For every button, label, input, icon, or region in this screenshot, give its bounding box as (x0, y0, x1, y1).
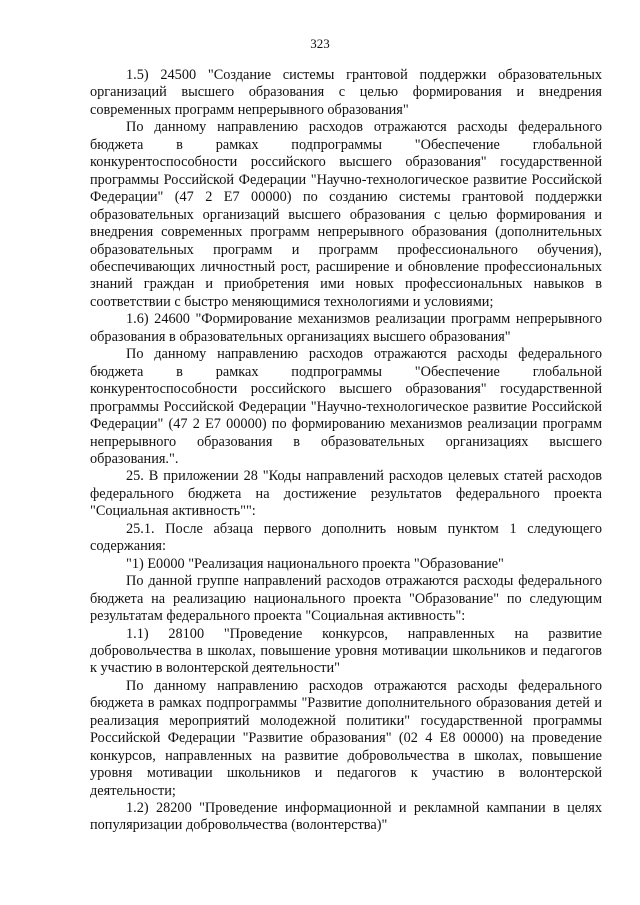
item-1-5-description: По данному направлению расходов отражаются расходы федерального бюджета в рамках подпрограммы "Обеспечение глобальной конкурентоспособности российского высшего образования" государственной программы Российской Федерации "Научно-технологическое развитие Российской Федерации" (47 2 E7 00000) по созданию системы грантовой поддержки образовательных организаций высшего образования с целью формирования и внедрения современных программ непрерывного образования (дополнительных образовательных программ и программ профессионального обучения), обеспечивающих личностный рост, расширение и обновление профессиональных знаний граждан и приобретения ими новых профессиональных навыков в соответствии с быстро меняющимися технологиями и условиями; (90, 119, 602, 310)
item-1-2-heading: 1.2) 28200 "Проведение информационной и рекламной кампании в целях популяризации добровольчества (волонтерства)" (90, 800, 602, 834)
document-body (90, 67, 602, 835)
item-1-5-heading: 1.5) 24500 "Создание системы грантовой поддержки образовательных организаций высшего образования с целью формирования и внедрения современных программ непрерывного образования" (90, 67, 602, 118)
group-e0000-description: По данной группе направлений расходов отражаются расходы федерального бюджета на реализацию национального проекта "Образование" по следующим результатам федерального проекта "Социальная активность": (90, 573, 602, 625)
item-1-6-description: По данному направлению расходов отражаются расходы федерального бюджета в рамках подпрограммы "Обеспечение глобальной конкурентоспособности российского высшего образования" государственной программы Российской Федерации "Научно-технологическое развитие Российской Федерации" (47 2 E7 00000) по формированию механизмов реализации программ непрерывного образования в образовательных организациях высшего образования.". (90, 346, 602, 467)
item-1-6-heading: 1.6) 24600 "Формирование механизмов реализации программ непрерывного образования в образовательных организациях высшего образования" (90, 311, 602, 345)
group-e0000-heading: "1) E0000 "Реализация национального проекта "Образование" (126, 555, 504, 572)
item-1-1-heading: 1.1) 28100 "Проведение конкурсов, направленных на развитие добровольчества в школах, повышение уровня мотивации школьников и педагогов к участию в волонтерской деятельности" (90, 625, 602, 677)
section-25-1-text: 25.1. После абзаца первого дополнить новым пунктом 1 следующего содержания: (90, 520, 602, 555)
section-25-heading: 25. В приложении 28 "Коды направлений расходов целевых статей расходов федерального бюджета на достижение результатов федерального проекта "Социальная активность"": (90, 468, 602, 520)
item-1-1-description: По данному направлению расходов отражаются расходы федерального бюджета в рамках подпрограммы "Развитие дополнительного образования детей и реализация мероприятий молодежной политики" государственной программы Российской Федерации "Развитие образования" (02 4 E8 00000) на проведение конкурсов, направленных на развитие добровольчества в школах, повышение уровня мотивации школьников и педагогов к участию в волонтерской деятельности; (90, 677, 602, 799)
page-number: 323 (310, 36, 330, 51)
